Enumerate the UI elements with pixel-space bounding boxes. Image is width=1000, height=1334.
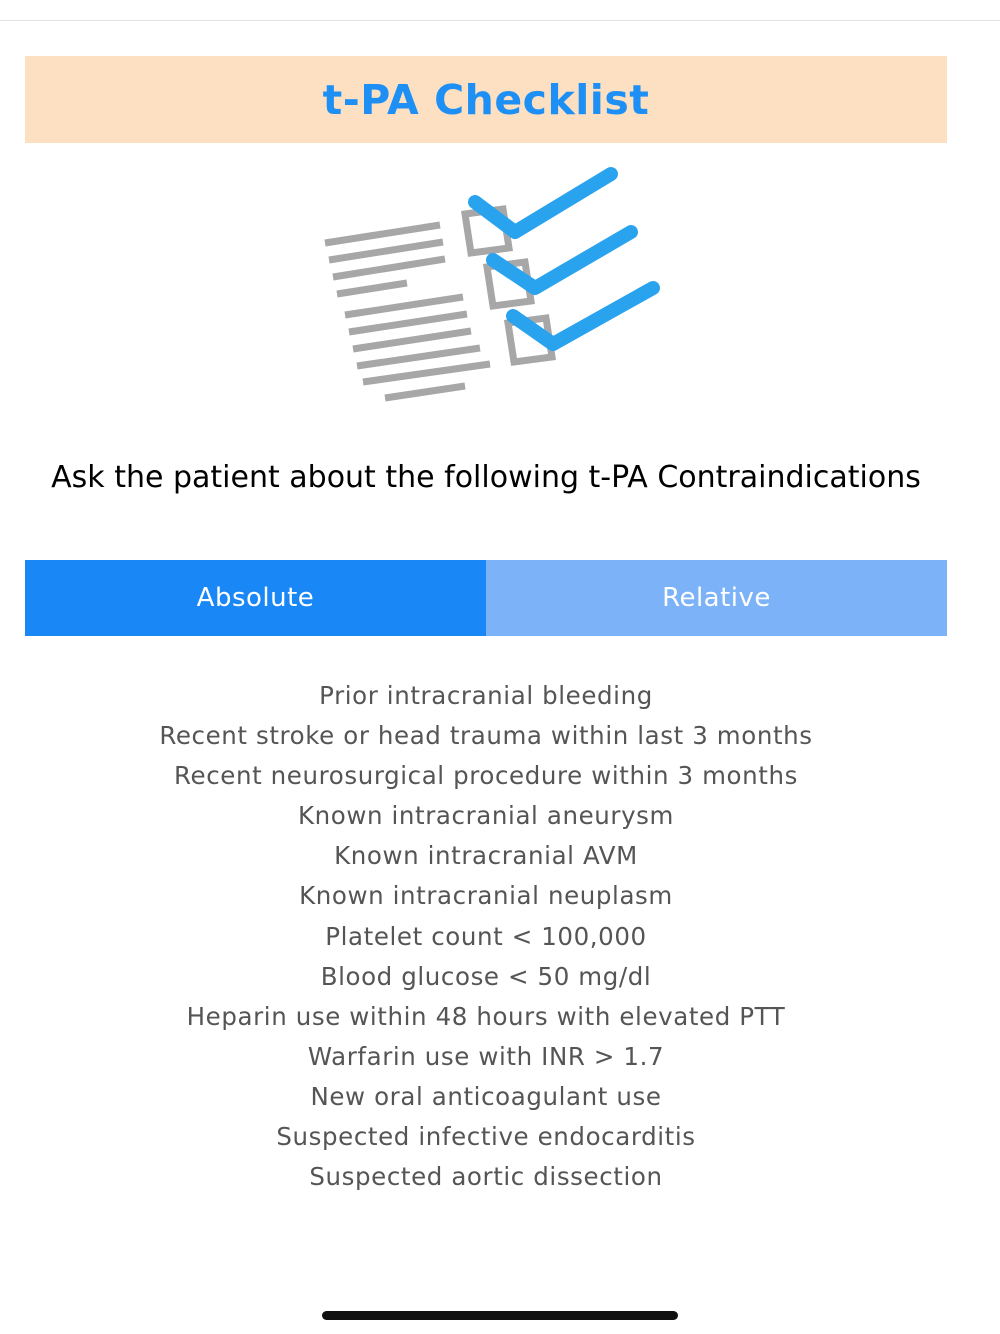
checklist-icon	[315, 160, 675, 410]
home-indicator[interactable]	[322, 1311, 678, 1320]
tab-relative[interactable]: Relative	[486, 560, 947, 636]
list-item: Heparin use within 48 hours with elevated PTT	[186, 1001, 786, 1031]
list-item: Platelet count < 100,000	[325, 921, 647, 951]
list-item: New oral anticoagulant use	[310, 1081, 662, 1111]
list-item: Known intracranial AVM	[334, 841, 638, 871]
tab-absolute[interactable]: Absolute	[25, 560, 486, 636]
prompt-text: Ask the patient about the following t-PA Contraindications	[51, 460, 921, 495]
list-item: Blood glucose < 50 mg/dl	[320, 961, 652, 991]
list-item: Recent neurosurgical procedure within 3 months	[174, 761, 798, 791]
list-item: Recent stroke or head trauma within last 3 months	[159, 721, 813, 751]
list-item: Known intracranial aneurysm	[297, 801, 674, 831]
list-item: Prior intracranial bleeding	[319, 681, 653, 710]
list-item: Known intracranial neuplasm	[299, 881, 673, 911]
list-item: Suspected infective endocarditis	[276, 1122, 696, 1152]
list-item: Warfarin use with INR > 1.7	[307, 1041, 665, 1071]
top-divider	[0, 20, 1000, 21]
contraindication-type-tabs	[25, 560, 947, 636]
title-banner	[25, 56, 947, 143]
contraindications-list	[25, 676, 947, 1197]
list-item: Suspected aortic dissection	[309, 1162, 663, 1192]
page-title: t-PA Checklist	[322, 75, 650, 124]
